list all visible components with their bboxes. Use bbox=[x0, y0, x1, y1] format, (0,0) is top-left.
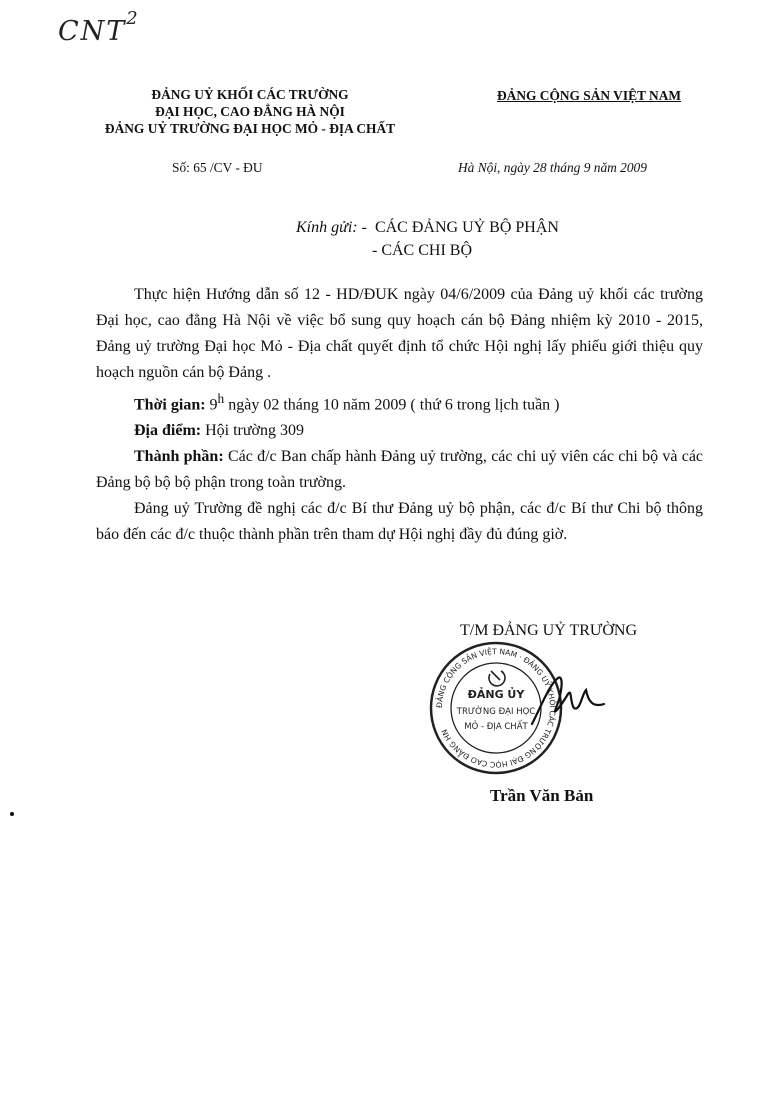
signer-name: Trần Văn Bản bbox=[490, 786, 594, 805]
intro-paragraph: Thực hiện Hướng dẫn số 12 - HD/ĐUK ngày 04/6/2009 của Đảng uỷ khối các trường Đại học, cao đẳng Hà Nội về việc bổ sung quy hoạch cán bộ Đảng nhiệm kỳ 2010 - 2015, Đảng uỷ trường Đại học Mỏ - Địa chất quyết định tổ chức Hội nghị lấy phiếu giới thiệu quy hoạch nguồn cán bộ Đảng . bbox=[96, 286, 703, 381]
signature-title: T/M ĐẢNG UỶ TRƯỜNG bbox=[460, 622, 638, 639]
members-label: Thành phần: bbox=[134, 448, 224, 466]
recipient-2: - CÁC CHI BỘ bbox=[372, 242, 473, 259]
members-value: Các đ/c Ban chấp hành Đảng uỷ trường, các chi uỷ viên các chi bộ và các Đảng bộ bộ bộ phận trong toàn trường. bbox=[96, 448, 704, 492]
issuer-line-1: ĐẢNG UỶ KHỐI CÁC TRƯỜNG bbox=[151, 87, 349, 102]
place-paragraph bbox=[96, 418, 703, 444]
recipients bbox=[296, 216, 559, 262]
issuer-header bbox=[90, 86, 410, 137]
time-label: Thời gian: bbox=[134, 396, 206, 414]
handwritten-signature bbox=[528, 664, 608, 734]
handwritten-note-main: CNT bbox=[58, 16, 127, 47]
time-value: ngày 02 tháng 10 năm 2009 ( thứ 6 trong lịch tuần ) bbox=[228, 396, 560, 414]
letter-body bbox=[96, 282, 703, 548]
handwritten-note bbox=[58, 8, 140, 47]
members-paragraph bbox=[96, 444, 703, 496]
time-hour-sup: h bbox=[217, 391, 225, 406]
time-hour: 9 bbox=[209, 396, 218, 414]
handwritten-note-sup: 2 bbox=[126, 8, 140, 29]
issuer-line-3: ĐẢNG UỶ TRƯỜNG ĐẠI HỌC MỎ - ĐỊA CHẤT bbox=[104, 121, 396, 136]
time-paragraph bbox=[96, 386, 703, 418]
stamp-outer-text: ĐẢNG CỘNG SẢN VIỆT NAM · ĐẢNG UỶ KHỐI CÁC TRƯỜNG ĐẠI HỌC CAO ĐẲNG HN bbox=[434, 646, 558, 770]
place-value: Hội trường 309 bbox=[205, 422, 305, 440]
place-label: Địa điểm: bbox=[134, 422, 202, 440]
stamp-line-3: MỎ - ĐỊA CHẤT bbox=[464, 722, 528, 732]
request-paragraph: Đảng uỷ Trường đề nghị các đ/c Bí thư Đảng uỷ bộ phận, các đ/c Bí thư Chi bộ thông báo đến các đ/c thuộc thành phần trên tham dự Hội nghị đầy đủ đúng giờ. bbox=[96, 500, 703, 544]
issuer-line-2: ĐẠI HỌC, CAO ĐẲNG HÀ NỘI bbox=[155, 104, 345, 119]
document-date: Hà Nội, ngày 28 tháng 9 năm 2009 bbox=[458, 160, 647, 175]
document-number: Số: 65 /CV - ĐU bbox=[172, 160, 263, 175]
recipient-1: CÁC ĐẢNG UỶ BỘ PHẬN bbox=[374, 219, 559, 236]
scan-speck bbox=[10, 812, 14, 816]
recipients-label: Kính gửi: - bbox=[296, 219, 367, 236]
stamp-line-2: TRƯỜNG ĐẠI HỌC bbox=[456, 707, 536, 717]
party-name: ĐẢNG CỘNG SẢN VIỆT NAM bbox=[497, 88, 682, 103]
stamp-line-1: ĐẢNG ỦY bbox=[467, 688, 525, 701]
hammer-sickle-icon bbox=[489, 671, 505, 686]
